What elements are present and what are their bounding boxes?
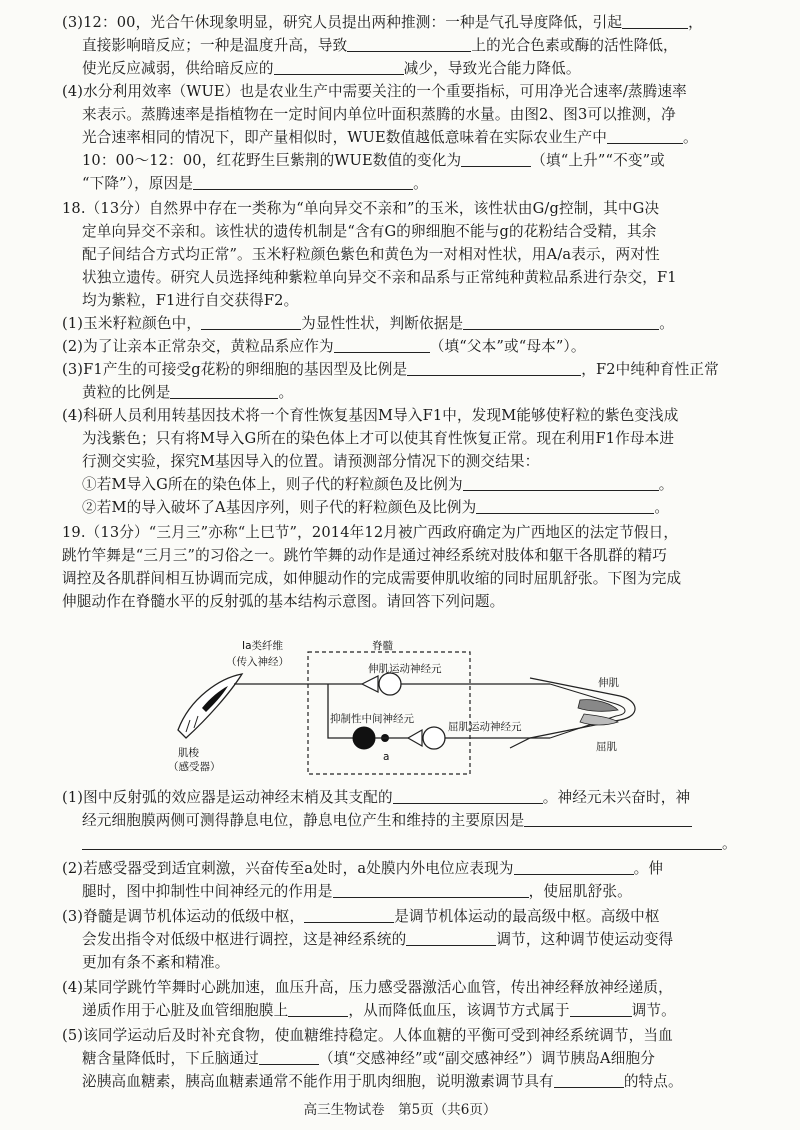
q19-intro-line2: 跳竹竿舞是“三月三”的习俗之一。跳竹竿舞的动作是通过神经系统对肢体和躯干各肌群的精巧 [62, 547, 667, 564]
afferent-branch-line [328, 684, 355, 738]
q19-p2-line1: (2)若感受器受到适宜刺激，兴奋传至a处时，a处膜内外电位应表现为 。伸 [62, 860, 664, 877]
q18-intro-line1: 18.（13分）自然界中存在一类称为“单向异交不亲和”的玉米，该性状由G/g控制，其中G决 [62, 200, 660, 217]
label-afferent: （传入神经） [226, 656, 289, 668]
q19-p5-line2: 糖含量降低时，下丘脑通过 （填“交感神经”或“副交感神经”）调节胰岛A细胞分 [82, 1050, 655, 1067]
answer-blank[interactable] [393, 787, 543, 804]
q18-intro-line5: 均为紫粒，F1进行自交获得F2。 [82, 292, 299, 309]
label-spindle: 肌梭 [178, 747, 199, 759]
q18-intro-line4: 状独立遗传。研究人员选择纯种紫粒单向异交不亲和品系与正常纯种黄粒品系进行杂交，F1 [82, 269, 677, 286]
answer-blank[interactable] [622, 12, 688, 29]
q19-p5-line1: (5)该同学运动后及时补充食物，使血糖维持稳定。人体血糖的平衡可受到神经系统调节，当血 [62, 1027, 673, 1044]
q18-p3-line1: (3)F1产生的可接受g花粉的卵细胞的基因型及比例是 ，F2中纯种育性正常 [62, 361, 719, 378]
label-inhibitory: 抑制性中间神经元 [330, 713, 414, 725]
q18-intro-line2: 定单向异交不亲和。该性状的遗传机制是“含有G的卵细胞不能与g的花粉结合受精，其余 [82, 223, 657, 240]
q19-p4-line1: (4)某同学跳竹竿舞时心跳加速，血压升高，压力感受器激活心血管，传出神经释放神经递质， [62, 979, 673, 996]
label-extensor: 伸肌 [598, 677, 619, 689]
answer-blank[interactable] [524, 810, 692, 827]
label-extensor-motor: 伸肌运动神经元 [368, 663, 442, 675]
q19-p4-line2: 递质作用于心脏及血管细胞膜上 ，从而降低血压，该调节方式属于 调节。 [82, 1002, 676, 1019]
q17-p3-line3: 使光反应减弱，供给暗反应的 减少，导致光合能力降低。 [82, 60, 581, 77]
q18-intro-line3: 配子间结合方式均正常”。玉米籽粒颜色紫色和黄色为一对相对性状，用A/a表示，两对性 [82, 246, 660, 263]
answer-blank[interactable] [607, 127, 683, 144]
q17-p4-line5: “下降”），原因是 。 [82, 175, 428, 192]
label-flexor: 屈肌 [596, 741, 617, 753]
extensor-muscle [578, 700, 618, 712]
q17-p3-line2: 直接影响暗反应；一种是温度升高，导致 上的光合色素或酶的活性降低， [82, 37, 678, 54]
answer-blank[interactable] [463, 313, 659, 330]
answer-blank[interactable] [570, 1000, 632, 1017]
q18-p4-line2: 为浅紫色；只有将M导入G所在的染色体上才可以使其育性恢复正常。现在利用F1作母本进 [82, 430, 675, 447]
q19-p2-line2: 腿时，图中抑制性中间神经元的作用是 ，使屈肌舒张。 [82, 883, 632, 900]
q18-p2: (2)为了让亲本正常杂交，黄粒品系应作为 （填“父本”或“母本”）。 [62, 338, 586, 355]
answer-blank[interactable] [274, 58, 404, 75]
q17-p4-line2: 来表示。蒸腾速率是指植物在一定时间内单位叶面积蒸腾的水量。由图2、图3可以推测，净 [82, 106, 676, 123]
answer-blank[interactable] [476, 497, 654, 514]
reflex-arc-diagram [150, 638, 650, 778]
answer-blank[interactable] [461, 150, 531, 167]
label-receptor: （感受器） [168, 761, 221, 773]
label-spinal-cord: 脊髓 [372, 640, 393, 652]
answer-blank[interactable] [514, 858, 634, 875]
q17-p4-line4: 10：00～12：00，红花野生巨紫荆的WUE数值的变化为 （填“上升”“不变”或 [82, 152, 665, 169]
label-flexor-motor: 屈肌运动神经元 [448, 721, 522, 733]
q18-p4-i: ①若M导入G所在的染色体上，则子代的籽粒颜色及比例为 。 [82, 476, 674, 493]
inhibitory-interneuron [353, 727, 375, 749]
reflex-arc-svg [150, 638, 650, 778]
q18-p4-line3: 行测交实验，探究M基因导入的位置。请预测部分情况下的测交结果： [82, 453, 540, 470]
answer-blank[interactable] [334, 336, 430, 353]
q19-p1-line2: 经元细胞膜两侧可测得静息电位，静息电位产生和维持的主要原因是 [82, 810, 692, 832]
q18-p3-line2: 黄粒的比例是 。 [82, 384, 294, 401]
q19-p3-line1: (3)脊髓是调节机体运动的低级中枢， 是调节机体运动的最高级中枢。高级中枢 [62, 908, 660, 925]
q19-p3-line3: 更加有条不紊和精准。 [82, 954, 230, 971]
answer-blank[interactable] [463, 474, 659, 491]
answer-blank[interactable] [407, 359, 581, 376]
label-point-a: a [383, 751, 390, 763]
answer-blank[interactable] [170, 382, 278, 399]
q19-p1-line1: (1)图中反射弧的效应器是运动神经末梢及其支配的 。神经元未兴奋时，神 [62, 789, 691, 806]
extensor-motor-neuron [379, 673, 401, 695]
answer-blank[interactable] [201, 313, 301, 330]
answer-blank[interactable] [554, 1071, 624, 1088]
q19-p1-line3: 。 [82, 833, 737, 855]
answer-blank[interactable] [193, 173, 413, 190]
q18-p1: (1)玉米籽粒颜色中， 为显性性状，判断依据是 。 [62, 315, 675, 332]
flexor-muscle [580, 714, 618, 725]
page-footer: 高三生物试卷 第5页（共6页） [303, 1102, 497, 1118]
q19-p5-line3: 泌胰高血糖素，胰高血糖素通常不能作用于肌肉细胞，说明激素调节具有 的特点。 [82, 1073, 683, 1090]
flexor-motor-neuron [423, 727, 445, 749]
q17-p3-line1: (3)12：00，光合午休现象明显，研究人员提出两种推测：一种是气孔导度降低，引起 ， [62, 14, 703, 31]
answer-blank[interactable] [333, 881, 529, 898]
q18-p4-line1: (4)科研人员利用转基因技术将一个育性恢复基因M导入F1中，发现M能够使籽粒的紫色变浅成 [62, 407, 679, 424]
q17-p4-line1: (4)水分利用效率（WUE）也是农业生产中需要关注的一个重要指标，可用净光合速率/蒸腾速率 [62, 83, 687, 100]
answer-blank[interactable] [82, 833, 722, 850]
answer-blank[interactable] [406, 929, 496, 946]
answer-blank[interactable] [304, 906, 394, 923]
label-ia-fiber: Ia类纤维 [242, 640, 284, 652]
synapse-flexor [408, 730, 422, 746]
answer-blank[interactable] [288, 1000, 348, 1017]
q17-p4-line3: 光合速率相同的情况下，即产量相似时，WUE数值越低意味着在实际农业生产中 。 [82, 129, 698, 146]
q19-p3-line2: 会发出指令对低级中枢进行调控，这是神经系统的 调节，这种调节使运动变得 [82, 931, 674, 948]
synapse-extensor [362, 676, 378, 692]
q18-p4-ii: ②若M的导入破坏了A基因序列，则子代的籽粒颜色及比例为 。 [82, 499, 670, 516]
q19-intro-line4: 伸腿动作在脊髓水平的反射弧的基本结构示意图。请回答下列问题。 [62, 593, 505, 610]
answer-blank[interactable] [259, 1048, 319, 1065]
q19-intro-line3: 调控及各肌群间相互协调而完成，如伸腿动作的完成需要伸肌收缩的同时屈肌舒张。下图为完成 [62, 570, 682, 587]
q19-intro-line1: 19.（13分）“三月三”亦称“上巳节”，2014年12月被广西政府确定为广西地区的法定节假日， [62, 524, 679, 541]
answer-blank[interactable] [347, 35, 471, 52]
